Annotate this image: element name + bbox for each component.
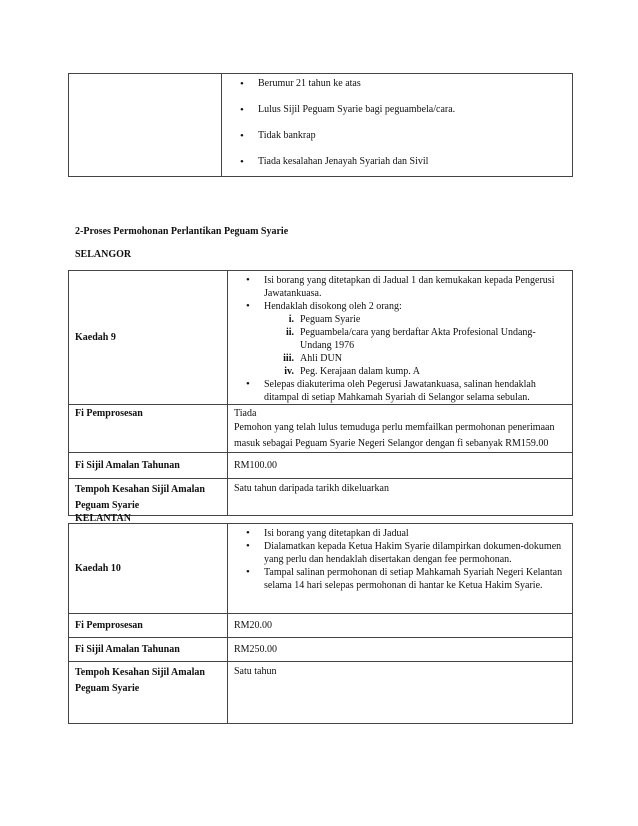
procedure-item [228, 300, 566, 378]
kelantan-validity-cell [228, 662, 573, 724]
kelantan-procedure-cell [228, 524, 573, 614]
selangor-fee-label-cell [69, 405, 228, 453]
selangor-rule-label: Kaedah 9 [75, 332, 116, 343]
supporter-text: Peguambela/cara yang berdaftar Akta Profesional Undang-Undang 1976 [300, 327, 536, 351]
selangor-validity-value: Satu tahun daripada tarikh dikeluarkan [234, 483, 389, 494]
kelantan-procedure-list [228, 527, 566, 592]
kelantan-annual-cell [228, 638, 573, 662]
section-title: 2-Proses Permohonan Perlantikan Peguam Syarie [75, 226, 289, 237]
selangor-validity-label-cell [69, 479, 228, 516]
selangor-procedure-list [228, 274, 566, 404]
procedure-item: • Dialamatkan kepada Ketua Hakim Syarie dilampirkan dokumen-dokumen yang perlu dan hendaklah disertakan dengan fee permohonan. [228, 540, 566, 566]
kelantan-annual-value: RM250.00 [234, 644, 278, 655]
eligibility-table [68, 73, 573, 177]
selangor-validity-cell [228, 479, 573, 516]
selangor-annual-cell [228, 453, 573, 479]
procedure-item: • Selepas diakuterima oleh Pegerusi Jawatankuasa, salinan hendaklah ditampal di setiap Mahkamah Syariah di Selangor selama sebulan. [228, 378, 566, 404]
procedure-item: • Isi borang yang ditetapkan di Jadual 1 dan kemukakan kepada Pengerusi Jawatankuasa. [228, 274, 566, 300]
selangor-rule-cell [69, 271, 228, 405]
eligibility-empty-cell [69, 74, 222, 177]
selangor-validity-label: Tempoh Kesahan Sijil Amalan Peguam Syarie [75, 484, 205, 511]
kelantan-rule-label: Kaedah 10 [75, 563, 121, 574]
kelantan-validity-value: Satu tahun [234, 666, 277, 677]
supporter-list [264, 313, 566, 378]
supporter-text: Peg. Kerajaan dalam kump. A [300, 366, 420, 377]
selangor-annual-label: Fi Sijil Amalan Tahunan [75, 460, 180, 471]
supporter-item [264, 313, 566, 326]
eligibility-item: • Tidak bankrap [222, 130, 572, 142]
supporter-num: iv. [284, 366, 294, 377]
eligibility-criteria-cell [222, 74, 573, 177]
kelantan-validity-label: Tempoh Kesahan Sijil Amalan Peguam Syarie [75, 667, 205, 694]
supporter-num: i. [288, 314, 294, 325]
supporter-num: iii. [283, 353, 294, 364]
kelantan-fee-label-cell [69, 614, 228, 638]
selangor-fee-cell [228, 405, 573, 453]
selangor-procedure-cell [228, 271, 573, 405]
kelantan-annual-label: Fi Sijil Amalan Tahunan [75, 644, 180, 655]
kelantan-rule-cell [69, 524, 228, 614]
kelantan-fee-cell [228, 614, 573, 638]
procedure-item: • Isi borang yang ditetapkan di Jadual [228, 527, 566, 540]
kelantan-heading: KELANTAN [75, 513, 131, 524]
selangor-fee-note: Pemohon yang telah lulus temuduga perlu memfailkan permohonan penerimaan masuk sebagai Peguam Syarie Negeri Selangor dengan fi sebanyak RM159.00 [234, 422, 555, 449]
selangor-heading: SELANGOR [75, 249, 132, 260]
supporter-item [264, 352, 566, 365]
selangor-fee-label: Fi Pemprosesan [75, 408, 143, 419]
eligibility-item: • Lulus Sijil Peguam Syarie bagi peguambela/cara. [222, 104, 572, 116]
eligibility-item: • Tiada kesalahan Jenayah Syariah dan Sivil [222, 156, 572, 168]
kelantan-table [68, 523, 573, 724]
supporter-text: Ahli DUN [300, 353, 342, 364]
selangor-table [68, 270, 573, 516]
supporter-item [264, 365, 566, 378]
procedure-item: • Tampal salinan permohonan di setiap Mahkamah Syariah Negeri Kelantan selama 14 hari selepas permohonan di hantar ke Ketua Hakim Syarie. [228, 566, 566, 592]
selangor-fee-value: Tiada [234, 408, 257, 419]
selangor-annual-value: RM100.00 [234, 460, 278, 471]
kelantan-annual-label-cell [69, 638, 228, 662]
supporter-item [264, 326, 566, 352]
supporter-num: ii. [285, 327, 294, 338]
kelantan-fee-value: RM20.00 [234, 620, 273, 631]
eligibility-item: • Berumur 21 tahun ke atas [222, 78, 572, 90]
procedure-item-text: Hendaklah disokong oleh 2 orang: [264, 301, 402, 312]
kelantan-validity-label-cell [69, 662, 228, 724]
kelantan-fee-label: Fi Pemprosesan [75, 620, 143, 631]
supporter-text: Peguam Syarie [300, 314, 361, 325]
selangor-annual-label-cell [69, 453, 228, 479]
eligibility-list [222, 78, 572, 168]
